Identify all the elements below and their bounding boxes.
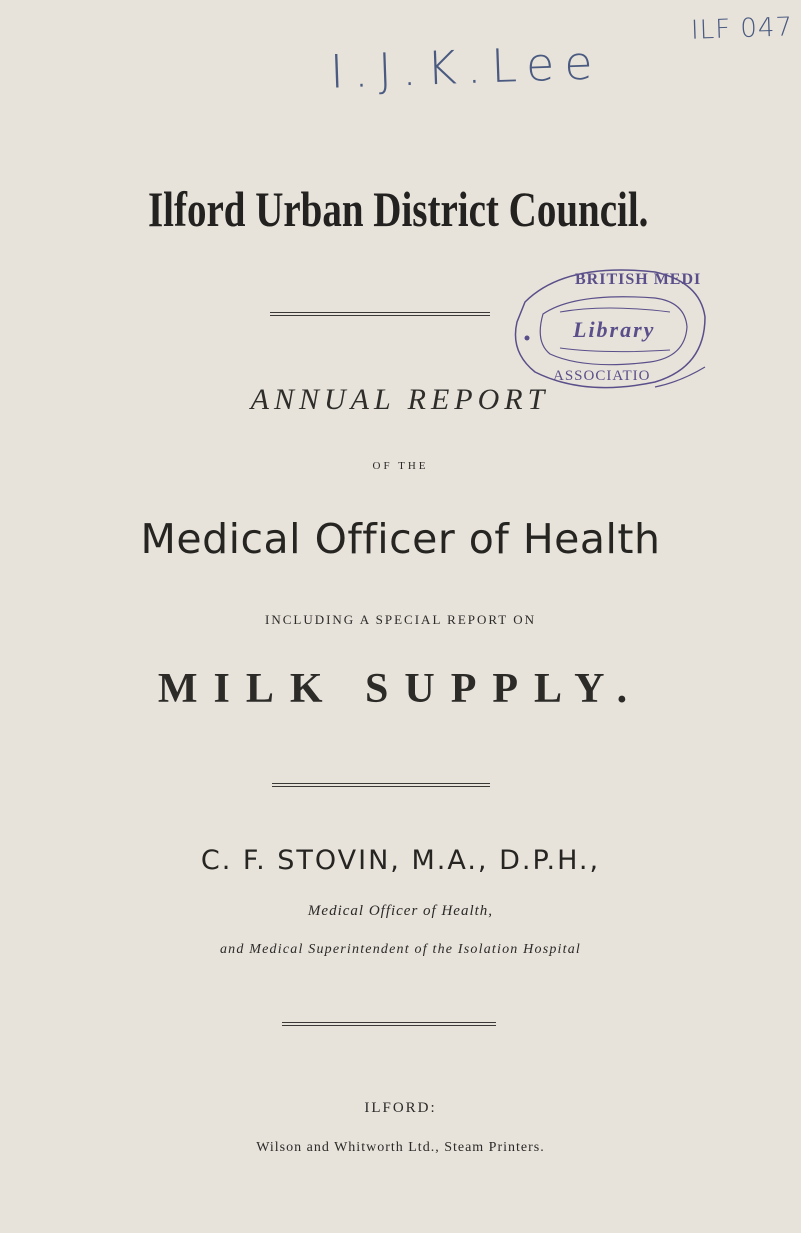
author-role-line-2: and Medical Superintendent of the Isolation Hospital xyxy=(219,942,582,957)
stamp-top-text: BRITISH MEDI xyxy=(575,271,702,288)
stamp-middle-text: Library xyxy=(573,317,656,342)
stamp-dot xyxy=(525,336,530,341)
annual-report-heading: ANNUAL REPORT xyxy=(250,383,550,416)
imprint-place: ILFORD: xyxy=(364,1100,437,1116)
divider-rule xyxy=(282,1022,496,1026)
imprint-printer: Wilson and Whitworth Ltd., Steam Printers. xyxy=(256,1140,545,1155)
special-topic-heading: MILK SUPPLY. xyxy=(157,666,644,712)
of-the-line: OF THE xyxy=(372,460,429,472)
divider-rule xyxy=(270,312,490,316)
stamp-bottom-text: ASSOCIATIO xyxy=(553,368,651,384)
divider-rule xyxy=(272,783,490,787)
author-role-line-1: Medical Officer of Health, xyxy=(307,903,494,919)
library-stamp xyxy=(505,262,710,397)
owner-name-handwritten: I.J.K.Lee xyxy=(329,35,604,99)
including-line: INCLUDING A SPECIAL REPORT ON xyxy=(264,612,536,627)
author-name: C. F. STOVIN, M.A., D.P.H., xyxy=(200,845,601,876)
catalog-number-handwritten: ILF 047 xyxy=(690,12,794,46)
subject-heading: Medical Officer of Health xyxy=(140,515,661,563)
council-title: Ilford Urban District Council. xyxy=(147,181,649,237)
